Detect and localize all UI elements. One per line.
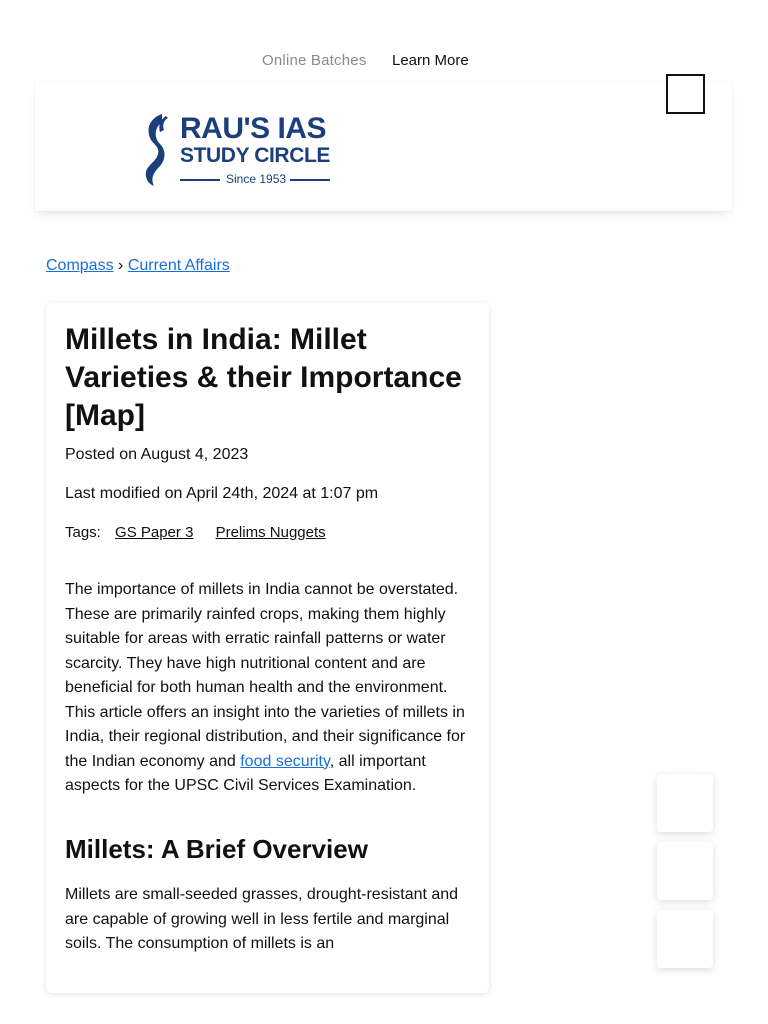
online-batches-link[interactable]: Online Batches xyxy=(262,52,367,69)
top-bar xyxy=(0,50,768,72)
article-title: Millets in India: Millet Varieties & their Importance [Map] xyxy=(65,323,462,432)
logo-since: Since 1953 xyxy=(226,172,287,186)
intro-paragraph xyxy=(65,578,475,799)
food-security-link[interactable]: food security xyxy=(240,752,330,770)
logo-line-1: RAU'S IAS xyxy=(180,112,326,145)
modified-date: Last modified on April 24th, 2024 at 1:07 pm xyxy=(65,485,379,502)
floating-action-button-2[interactable] xyxy=(657,842,713,900)
logo-emblem-icon xyxy=(140,112,174,188)
breadcrumb-compass[interactable]: Compass xyxy=(46,257,114,274)
tags-row xyxy=(65,524,326,541)
floating-action-button-3[interactable] xyxy=(657,910,713,968)
breadcrumb-current-affairs[interactable]: Current Affairs xyxy=(127,257,230,274)
breadcrumb xyxy=(46,257,230,275)
breadcrumb-separator: › xyxy=(118,257,124,274)
section-paragraph: Millets are small-seeded grasses, drought-resistant and are capable of growing well in less fertile and marginal soils. The consumption of millets is an xyxy=(65,886,459,952)
logo-tagline xyxy=(180,172,330,186)
intro-text: The importance of millets in India cannot be overstated. These are primarily rainfed crops, making them highly suitable for areas with erratic rainfall patterns or water scarcity. They have high nutritional content and are beneficial for both human health and the environment. This article offers an insight into the varieties of millets in India, their regional distribution, and their significance for the Indian economy and xyxy=(65,581,466,770)
logo-line-2: STUDY CIRCLE xyxy=(180,144,330,167)
section-heading: Millets: A Brief Overview xyxy=(65,834,368,864)
floating-action-button-1[interactable] xyxy=(657,774,713,832)
intro-text-end: , all important aspects for the UPSC Civil Services Examination. xyxy=(65,752,426,794)
learn-more-link[interactable]: Learn More xyxy=(392,52,469,69)
tags-label: Tags: xyxy=(65,524,101,541)
tag-gs-paper-3[interactable]: GS Paper 3 xyxy=(115,524,194,541)
article-card xyxy=(46,303,489,993)
tag-prelims-nuggets[interactable]: Prelims Nuggets xyxy=(215,524,326,541)
logo-rule-right xyxy=(290,179,330,181)
posted-date: Posted on August 4, 2023 xyxy=(65,446,249,463)
logo-rule-left xyxy=(180,179,220,181)
site-logo[interactable] xyxy=(140,112,340,188)
menu-toggle-button[interactable] xyxy=(666,74,705,114)
